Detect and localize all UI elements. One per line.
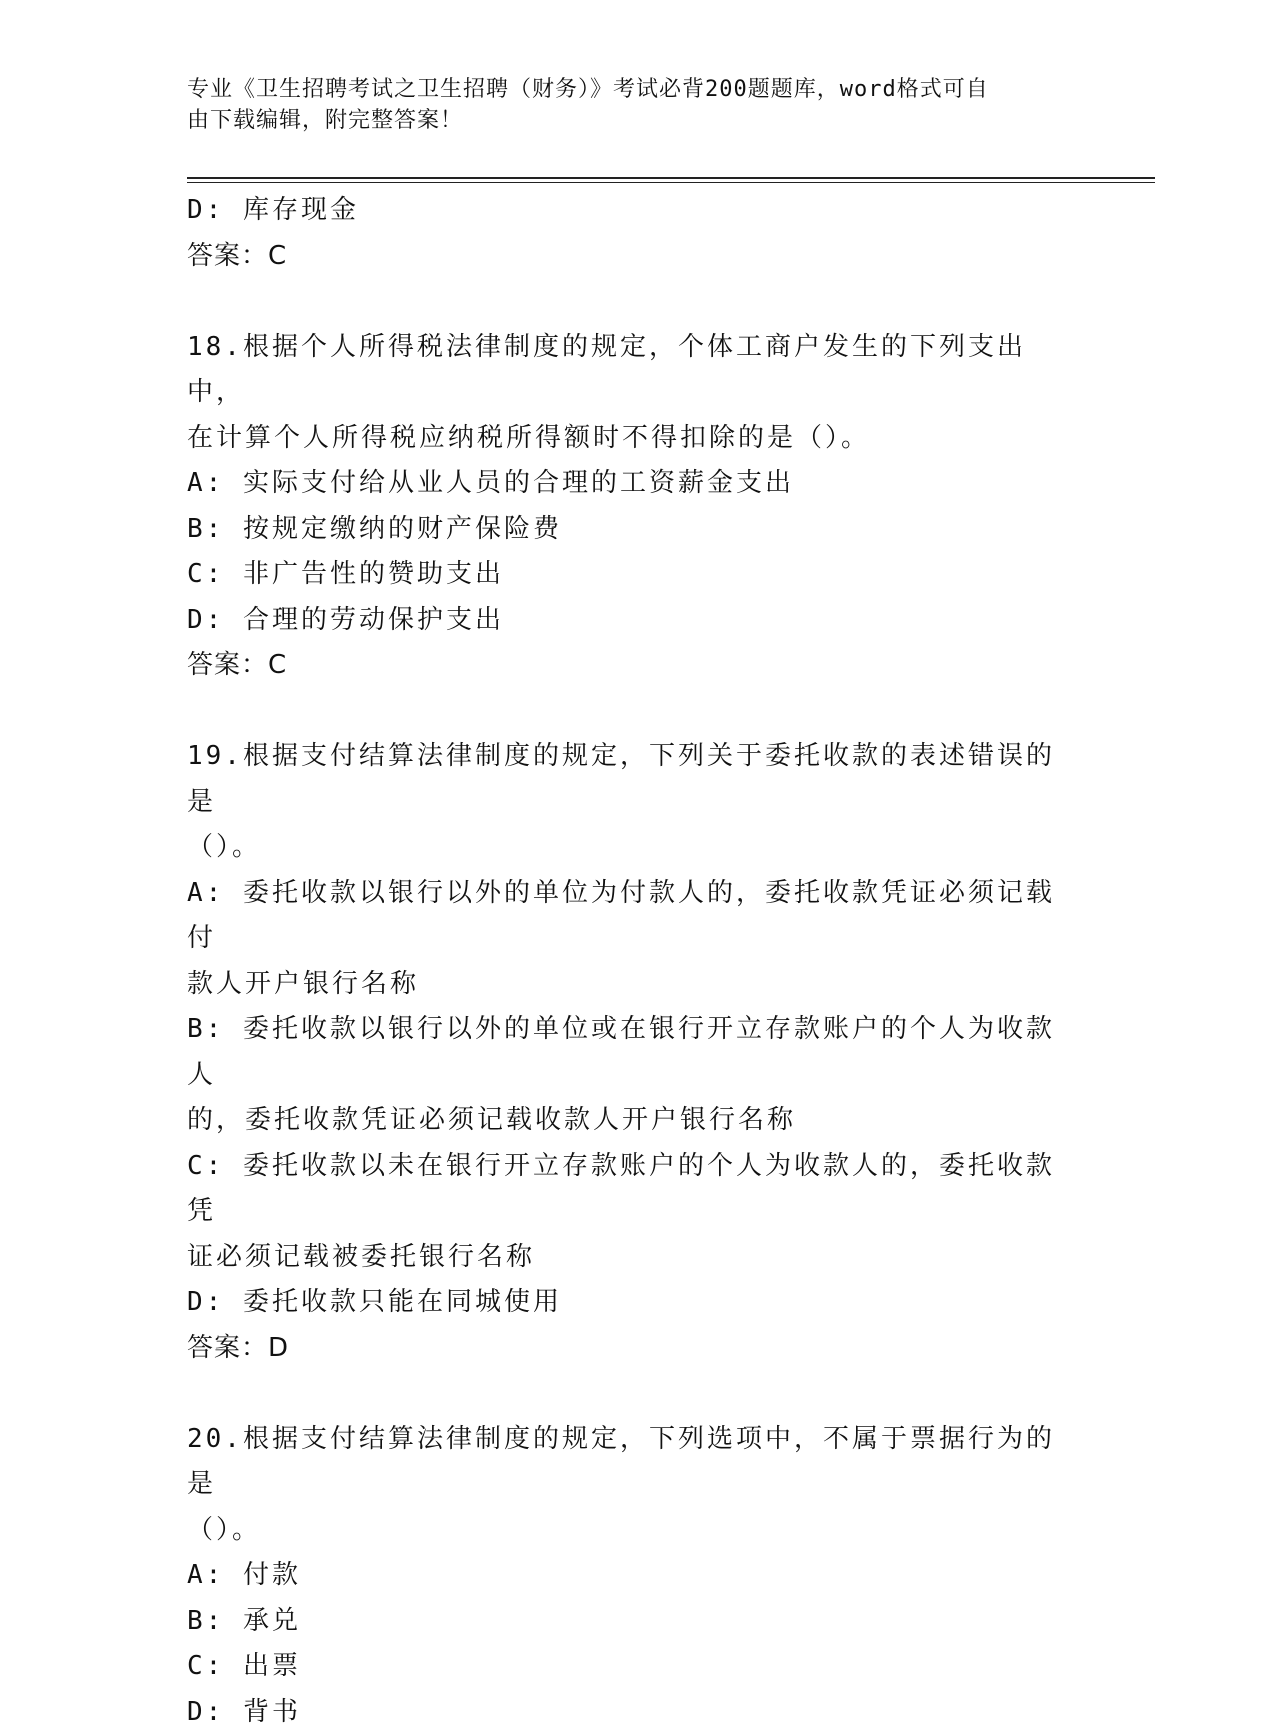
question-17-tail [187, 188, 1067, 279]
option-c: C: 委托收款以未在银行开立存款账户的个人为收款人的，委托收款凭 [187, 1144, 1067, 1235]
question-stem: （）。 [187, 1508, 1067, 1554]
option-a: A: 委托收款以银行以外的单位为付款人的，委托收款凭证必须记载付 [187, 871, 1067, 962]
header-line: 专业《卫生招聘考试之卫生招聘（财务）》考试必背200题题库，word格式可自 [187, 74, 1067, 105]
option-a: 款人开户银行名称 [187, 962, 1067, 1008]
header-line: 由下载编辑，附完整答案！ [187, 105, 1067, 136]
spacer [187, 1371, 1067, 1417]
question-stem: 20.根据支付结算法律制度的规定，下列选项中，不属于票据行为的是 [187, 1417, 1067, 1508]
header-divider [187, 177, 1155, 179]
header-divider [187, 182, 1155, 183]
answer: 答案：D [187, 1326, 1067, 1372]
option-d: D: 背书 [187, 1690, 1067, 1735]
answer: 答案：C [187, 234, 1067, 280]
question-stem: （）。 [187, 825, 1067, 871]
option-b: B: 按规定缴纳的财产保险费 [187, 507, 1067, 553]
option-b: 的，委托收款凭证必须记载收款人开户银行名称 [187, 1098, 1067, 1144]
question-19 [187, 734, 1067, 1371]
option-c: 证必须记载被委托银行名称 [187, 1235, 1067, 1281]
question-stem: 在计算个人所得税应纳税所得额时不得扣除的是（）。 [187, 416, 1067, 462]
question-20 [187, 1417, 1067, 1735]
option-c: C: 非广告性的赞助支出 [187, 552, 1067, 598]
spacer [187, 279, 1067, 325]
question-18 [187, 325, 1067, 689]
option-d: D: 委托收款只能在同城使用 [187, 1280, 1067, 1326]
option-b: B: 承兑 [187, 1599, 1067, 1645]
option-d: D: 合理的劳动保护支出 [187, 598, 1067, 644]
document-body [187, 188, 1067, 1735]
option-c: C: 出票 [187, 1644, 1067, 1690]
answer: 答案：C [187, 643, 1067, 689]
question-stem: 19.根据支付结算法律制度的规定，下列关于委托收款的表述错误的是 [187, 734, 1067, 825]
question-stem: 18.根据个人所得税法律制度的规定，个体工商户发生的下列支出中， [187, 325, 1067, 416]
option-d: D: 库存现金 [187, 188, 1067, 234]
option-b: B: 委托收款以银行以外的单位或在银行开立存款账户的个人为收款人 [187, 1007, 1067, 1098]
spacer [187, 689, 1067, 735]
option-a: A: 付款 [187, 1553, 1067, 1599]
option-a: A: 实际支付给从业人员的合理的工资薪金支出 [187, 461, 1067, 507]
document-header [187, 74, 1067, 136]
